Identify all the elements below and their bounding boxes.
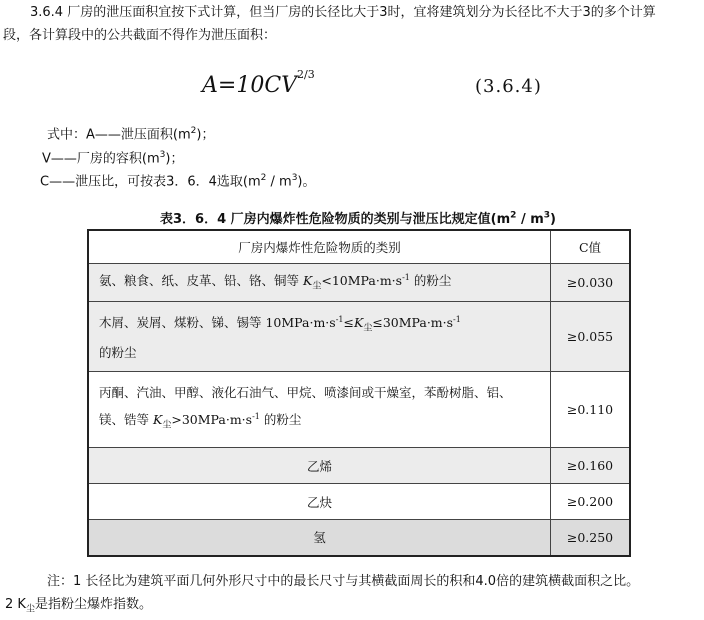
k-subscript: 尘 <box>312 281 322 292</box>
table-row <box>88 520 630 556</box>
k-subscript: 尘 <box>363 323 373 334</box>
k-symbol: K <box>303 273 313 289</box>
k-symbol: K <box>153 412 163 428</box>
definition-a-suffix: )； <box>196 127 215 143</box>
row-value: ≥0.055 <box>551 302 631 372</box>
row-exponent: -1 <box>402 273 410 283</box>
row-category: 氢 <box>88 520 551 556</box>
row-value: ≥0.160 <box>551 448 631 484</box>
note-2-subscript: 尘 <box>25 604 35 615</box>
definition-c-exp1: 2 <box>260 173 267 183</box>
row-text: 的粉尘 <box>413 273 452 289</box>
table-caption-exp2: 3 <box>543 210 551 221</box>
header-category: 厂房内爆炸性危险物质的类别 <box>88 230 551 264</box>
row-text: 的粉尘 <box>99 344 137 360</box>
note-2-prefix: 2 K <box>5 597 26 612</box>
row-category <box>88 302 551 372</box>
intro-line-1: 3.6.4 厂房的泄压面积宜按下式计算，但当厂房的长径比大于3时，宜将建筑划分为长径比不大于3的多个计算 <box>30 5 656 20</box>
row-text: 的粉尘 <box>263 412 302 428</box>
definition-c-exp2: 3 <box>291 173 298 183</box>
table-row <box>88 264 630 302</box>
note-2-suffix: 是指粉尘爆炸指数。 <box>34 597 152 612</box>
formula-lhs: A=10CV <box>202 73 298 98</box>
table-caption-text: 表3．6．4 厂房内爆炸性危险物质的类别与泄压比规定值(m <box>160 212 511 227</box>
definition-c-suffix: )。 <box>297 174 316 190</box>
table-header-row <box>88 230 630 264</box>
formula-exponent: 2/3 <box>297 68 315 81</box>
row-text: 丙酮、汽油、甲醇、液化石油气、甲烷、喷漆间或干燥室，苯酚树脂、铝、 <box>99 385 512 401</box>
row-exponent: -1 <box>252 412 260 422</box>
row-text: 木屑、炭屑、煤粉、锑、锡等 10MPa·m·s <box>99 315 336 331</box>
table-caption <box>160 208 556 227</box>
row-value: ≥0.200 <box>551 484 631 520</box>
table-row <box>88 448 630 484</box>
note-2 <box>5 595 152 620</box>
row-exponent: -1 <box>335 315 344 325</box>
row-text: ≤30MPa·m·s <box>372 315 454 331</box>
formula-number: (3.6.4) <box>475 76 542 97</box>
row-category <box>88 264 551 302</box>
table-caption-exp1: 2 <box>510 210 517 221</box>
k-symbol: K <box>353 315 364 331</box>
definition-c <box>40 168 316 192</box>
row-value: ≥0.030 <box>551 264 631 302</box>
table-row <box>88 302 630 372</box>
table-row <box>88 372 630 448</box>
intro-line-2: 段，各计算段中的公共截面不得作为泄压面积： <box>3 28 277 43</box>
row-text: ≤ <box>343 315 354 331</box>
row-category: 乙炔 <box>88 484 551 520</box>
table-row <box>88 484 630 520</box>
row-category <box>88 372 551 448</box>
definition-a-text: 式中：A——泄压面积(m <box>47 127 191 143</box>
row-text: 镁、锆等 <box>99 412 150 428</box>
table-caption-suffix: ) <box>550 212 556 227</box>
definition-c-text: C——泄压比，可按表3．6．4选取(m <box>40 174 261 190</box>
note-1: 注：1 长径比为建筑平面几何外形尺寸中的最长尺寸与其横截面周长的积和4.0倍的建筑横截面积之比。 <box>47 574 640 589</box>
k-subscript: 尘 <box>162 420 172 431</box>
row-exponent: -1 <box>453 315 461 325</box>
definition-v <box>42 145 183 169</box>
header-value: C值 <box>551 230 631 264</box>
definition-c-mid: / m <box>266 174 292 190</box>
definition-a-exp: 2 <box>190 126 197 136</box>
definition-v-suffix: )； <box>165 151 184 167</box>
pressure-relief-table <box>87 229 631 557</box>
definition-v-text: V——厂房的容积(m <box>42 151 160 167</box>
table-caption-mid: / m <box>516 212 544 227</box>
row-category: 乙烯 <box>88 448 551 484</box>
row-text: 氨、粮食、纸、皮革、铅、铬、铜等 <box>99 273 300 289</box>
definition-a <box>47 121 214 145</box>
row-value: ≥0.250 <box>551 520 631 556</box>
row-text: <10MPa·m·s <box>321 273 403 289</box>
definition-v-exp: 3 <box>159 150 166 160</box>
formula-expression <box>202 68 315 98</box>
row-value: ≥0.110 <box>551 372 631 448</box>
row-text: >30MPa·m·s <box>171 412 253 428</box>
